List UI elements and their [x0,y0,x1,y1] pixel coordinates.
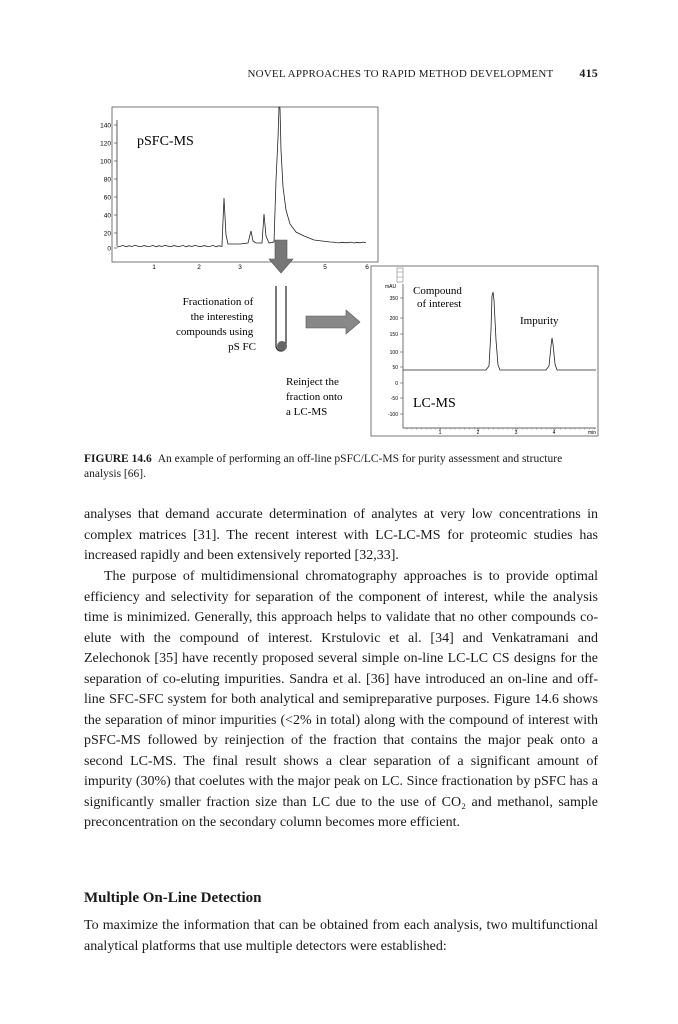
reinject-text: Reinject the fraction onto a LC-MS [286,376,343,418]
top-y-tick-label: 100 [100,158,111,166]
down-arrow-icon [269,240,293,273]
bottom-x-tick-label: 3 [514,430,518,436]
bottom-chart-y-unit: mAU [385,284,397,290]
top-x-tick-label: 1 [152,264,156,271]
body-paragraph-1: analyses that demand accurate determination of analytes at very low concentrations in complex matrices [31]. The recent interest with LC-LC-MS for proteomic studies has increased rapidly and been extensively reported [32,33]. [84,507,598,563]
compound-label: Compound of interest [413,285,462,310]
bottom-x-tick-label: 2 [476,430,480,436]
bottom-y-tick-label: 0 [395,380,398,387]
top-y-tick-label: 60 [103,194,111,202]
impurity-label: Impurity [520,315,559,327]
top-y-tick-label: 0 [107,245,111,253]
top-x-tick-label: 2 [197,264,201,271]
bottom-y-tick-label: -100 [387,411,398,418]
top-y-tick-label: 140 [100,122,111,130]
top-chromatogram-trace [117,107,366,247]
right-arrow-icon [306,310,360,334]
running-title: NOVEL APPROACHES TO RAPID METHOD DEVELOPMENT [247,68,554,80]
bottom-y-tick-label: 200 [389,315,398,322]
fraction-drop-icon [277,341,287,351]
bottom-chart-label: LC-MS [413,396,456,411]
top-x-tick-label: 6 [365,264,369,271]
top-x-tick-label: 3 [238,264,242,271]
bottom-chart-y-ticks [388,296,403,418]
fractionation-text: Fractionation of the interesting compounds using pS FC [175,296,256,353]
body-paragraph-3: To maximize the information that can be obtained from each analysis, two multifunctional analytical platforms that use multiple detectors were established: [84,918,598,954]
bottom-chart-x-ticks [407,428,596,436]
page-number: 415 [579,66,598,80]
bottom-x-tick-label: 1 [438,430,442,436]
bottom-chart-frame [371,266,598,436]
caption-text: An example of performing an off-line pSFC/LC-MS for purity assessment and structure analysis [66]. [84,453,563,480]
top-y-tick-label: 80 [103,176,111,184]
scale-marker-icon [397,268,403,282]
top-x-tick-label: 5 [323,264,327,271]
top-chart-y-ticks [100,122,117,252]
figure-14-6 [0,0,678,445]
bottom-y-tick-label: 150 [389,331,398,338]
bottom-y-tick-label: 100 [389,349,398,356]
top-y-tick-label: 40 [103,212,111,220]
section-heading: Multiple On-Line Detection [84,890,262,906]
top-y-tick-label: 20 [103,230,111,238]
bottom-x-unit: min [587,430,597,436]
bottom-y-tick-label: 50 [392,364,398,371]
top-chart-frame [112,107,378,262]
bottom-y-tick-label: -50 [390,395,398,402]
figure-caption [84,452,598,482]
top-chart-x-ticks [152,264,369,271]
bottom-y-tick-label: 350 [389,295,398,302]
caption-label: FIGURE 14.6 [84,453,152,465]
top-y-tick-label: 120 [100,140,111,148]
top-chart-label: pSFC-MS [137,134,194,149]
bottom-x-tick-label: 4 [552,430,556,436]
body-paragraph-2: The purpose of multidimensional chromatography approaches is to provide optimal efficiency and selectivity for separation of the component of interest, while the analysis time is minimized. Generally, this approach helps to validate that no other compounds co-elute with the compound of interest. Krstulovic et al. [34] and Venkatramani and Zelechonok [35] have recently proposed several simple on-line LC-LC CS designs for the separation of co-eluting impurities. Sandra et al. [36] have introduced an on-line and off-line SFC-SFC system for both analytical and semipreparative purposes. Figure 14.6 shows the separation of minor impurities (<2% in total) along with the compound of interest with pSFC-MS followed by reinjection of the fraction that contains the major peak onto a second LC-MS. The final result shows a clear separation of a significant amount of impurity (30%) that coelutes with the major peak on LC. Since fractionation by pSFC has a significantly smaller fraction size than LC due to the use of CO₂ and methanol, sample preconcentration on the secondary column becomes more efficient. [84,569,598,830]
